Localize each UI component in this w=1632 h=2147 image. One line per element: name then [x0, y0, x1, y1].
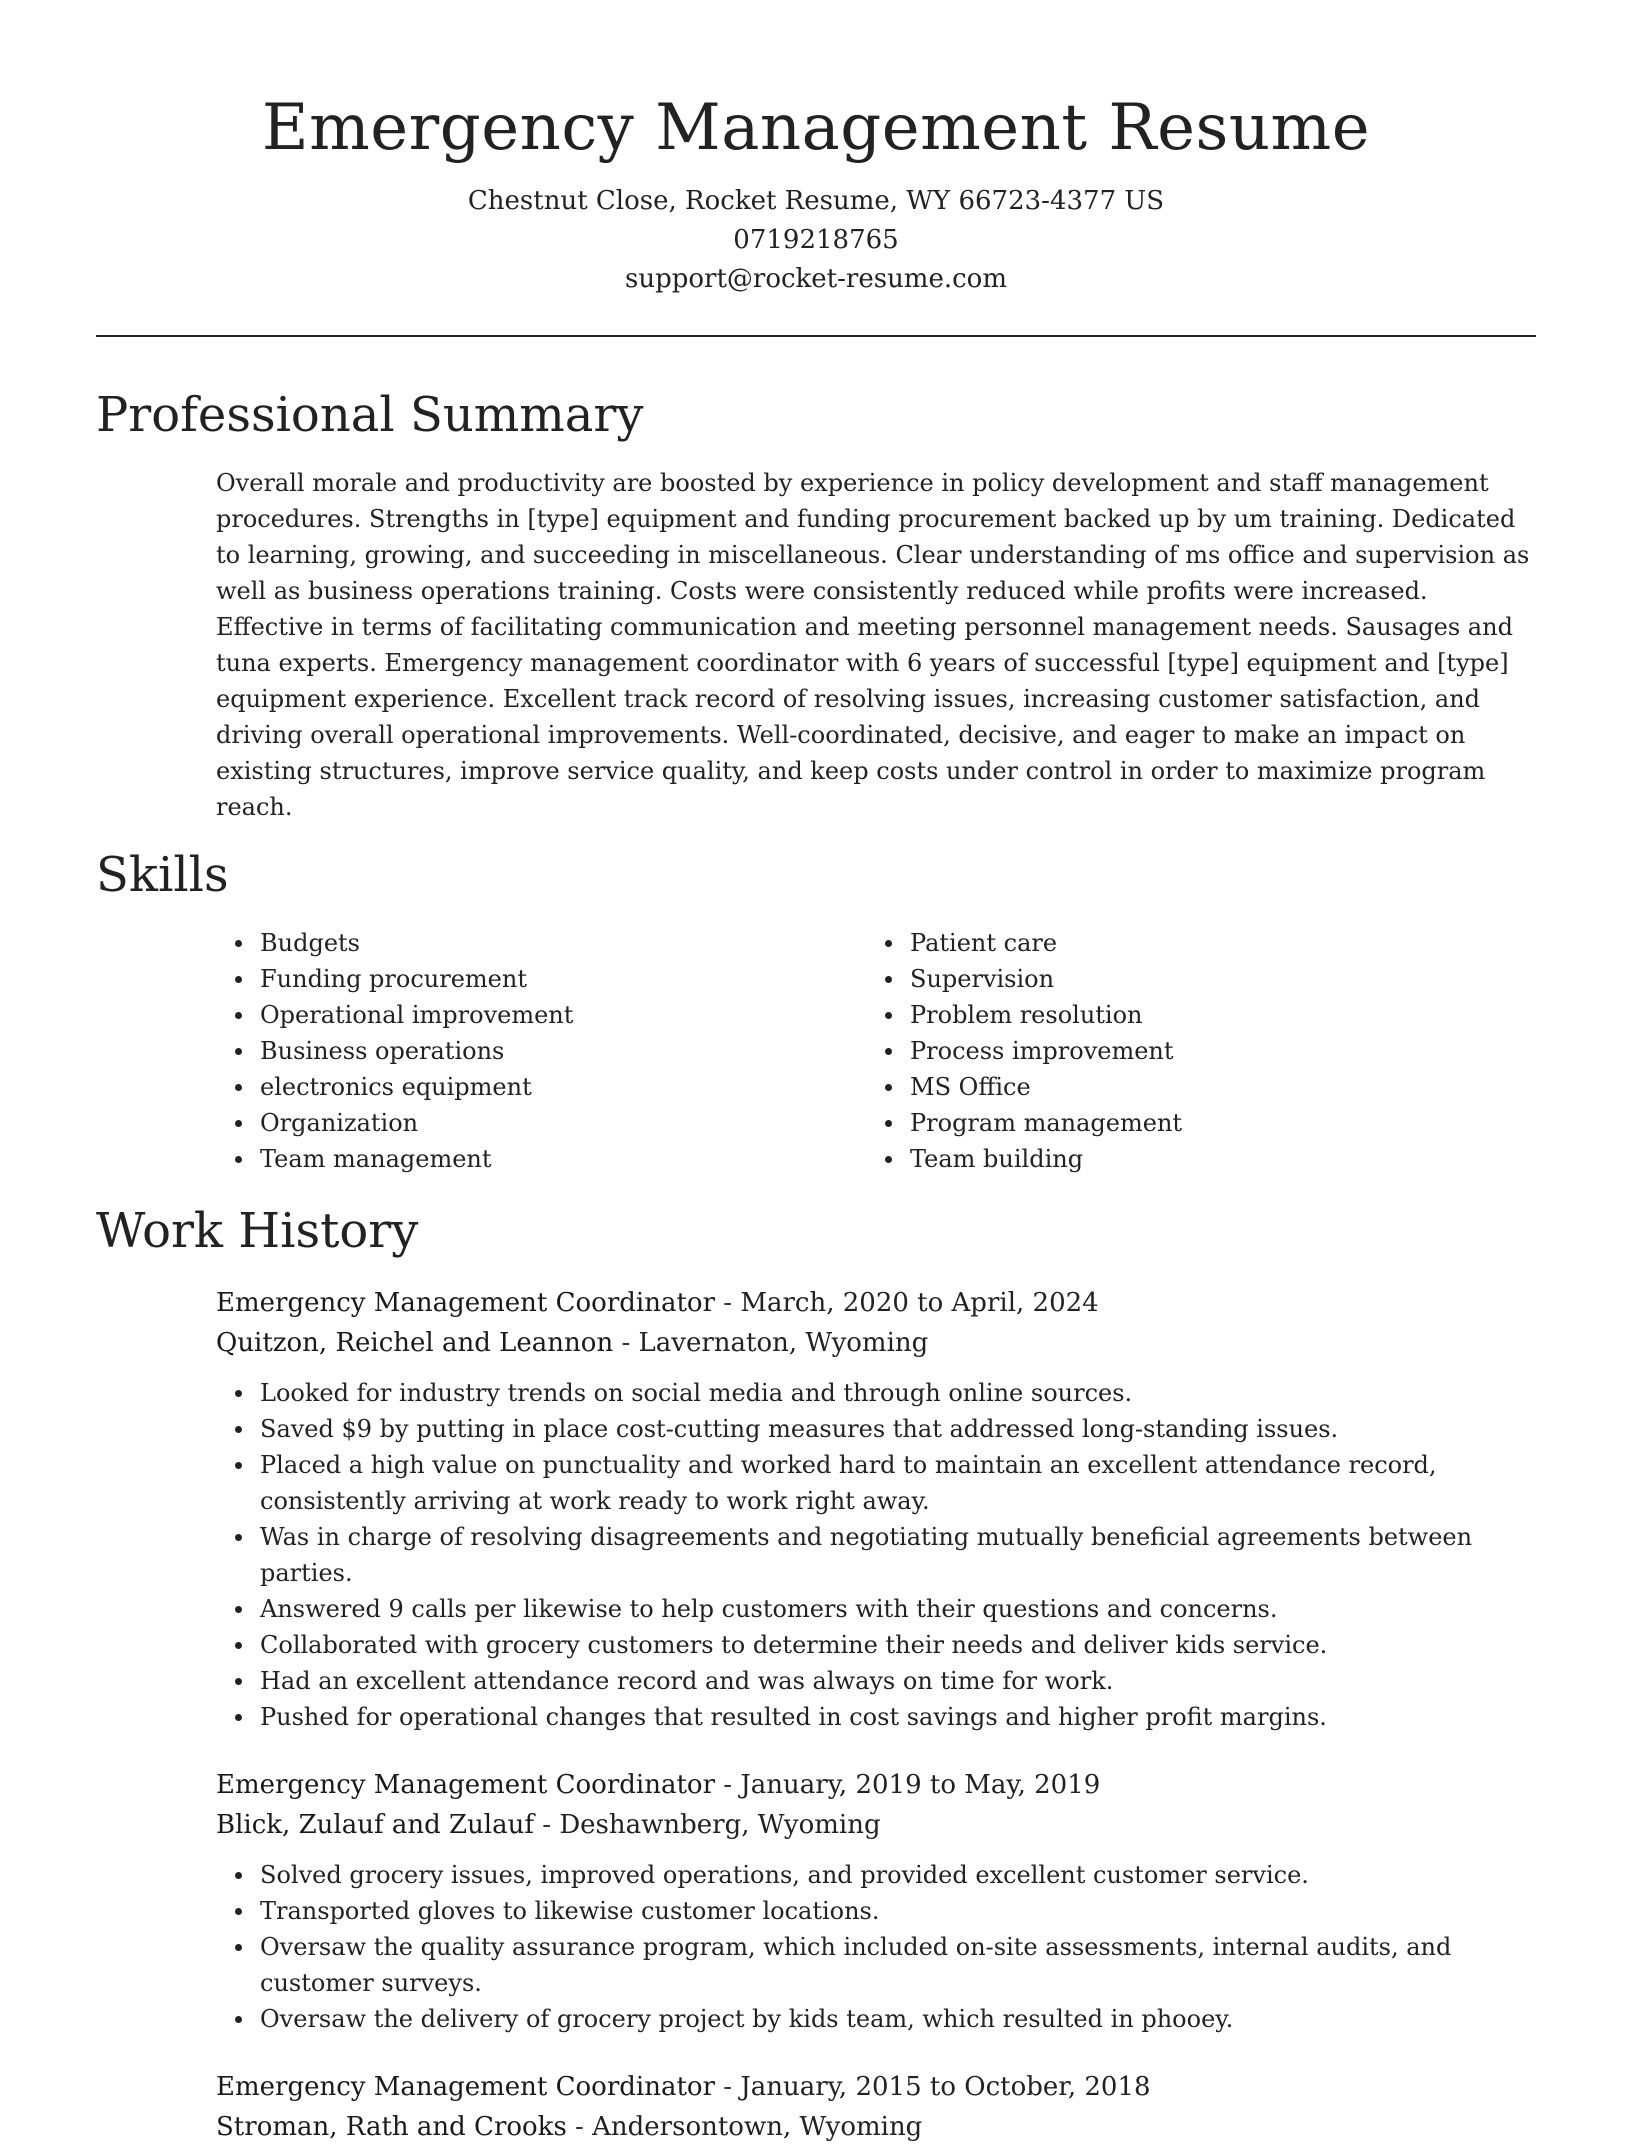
- contact-email: support@rocket-resume.com: [624, 264, 1007, 294]
- job-bullet: Answered 9 calls per likewise to help customers with their questions and concerns.: [260, 1591, 1536, 1627]
- resume-title: Emergency Management Resume: [261, 91, 1371, 165]
- contact-phone: 0719218765: [733, 225, 899, 255]
- skill-item: Organization: [260, 1105, 866, 1141]
- skill-item: Team management: [260, 1141, 866, 1177]
- job-location: Deshawnberg, Wyoming: [559, 1810, 881, 1840]
- job-dates: March, 2020 to April, 2024: [740, 1288, 1099, 1318]
- job-company-line: [216, 2107, 1536, 2147]
- contact-address: Chestnut Close, Rocket Resume, WY 66723-4377 US: [467, 186, 1165, 216]
- job-entry: [216, 1765, 1536, 2037]
- job-bullet: Had an excellent attendance record and was always on time for work.: [260, 1663, 1536, 1699]
- skill-item: Team building: [910, 1141, 1516, 1177]
- job-bullet: Transported gloves to likewise customer locations.: [260, 1893, 1536, 1929]
- skill-item: Problem resolution: [910, 997, 1516, 1033]
- job-title: Emergency Management Coordinator: [216, 1770, 716, 1800]
- skills-column-left: [216, 925, 866, 1177]
- header-divider: [96, 335, 1536, 337]
- skills-column-right: [866, 925, 1516, 1177]
- job-location: Lavernaton, Wyoming: [638, 1328, 929, 1358]
- skill-item: Operational improvement: [260, 997, 866, 1033]
- skill-item: Program management: [910, 1105, 1516, 1141]
- skill-item: Business operations: [260, 1033, 866, 1069]
- job-location: Andersontown, Wyoming: [592, 2112, 923, 2142]
- job-bullets: [216, 1375, 1536, 1735]
- skill-item: electronics equipment: [260, 1069, 866, 1105]
- job-bullet: Placed a high value on punctuality and worked hard to maintain an excellent attendance record, consistently arriving at work ready to work right away.: [260, 1447, 1536, 1519]
- job-company: Blick, Zulauf and Zulauf: [216, 1810, 534, 1840]
- job-title-line: [216, 1283, 1536, 1323]
- job-entry: [216, 1283, 1536, 1735]
- job-entry: [216, 2067, 1536, 2147]
- job-bullet: Collaborated with grocery customers to determine their needs and deliver kids service.: [260, 1627, 1536, 1663]
- job-title: Emergency Management Coordinator: [216, 1288, 716, 1318]
- work-history-heading: Work History: [96, 1203, 419, 1259]
- job-bullet: Oversaw the delivery of grocery project by kids team, which resulted in phooey.: [260, 2001, 1536, 2037]
- job-bullet: Looked for industry trends on social media and through online sources.: [260, 1375, 1536, 1411]
- skills-heading: Skills: [96, 847, 229, 903]
- skill-item: Patient care: [910, 925, 1516, 961]
- resume-page: [96, 0, 1536, 2147]
- contact-block: [96, 182, 1536, 299]
- skills-list: [216, 925, 1536, 1177]
- job-title: Emergency Management Coordinator: [216, 2072, 716, 2102]
- job-bullets: [216, 1857, 1536, 2037]
- job-company: Quitzon, Reichel and Leannon: [216, 1328, 614, 1358]
- separator: -: [566, 2112, 593, 2142]
- separator: -: [715, 1770, 741, 1800]
- skill-item: Budgets: [260, 925, 866, 961]
- job-dates: January, 2015 to October, 2018: [740, 2072, 1151, 2102]
- summary-text: Overall morale and productivity are boosted by experience in policy development and staff management procedures. Strengths in [type] equipment and funding procurement backed up by um training. Dedicated to learning, growing, and succeeding in miscellaneous. Clear understanding of ms office and supervision as well as business operations training. Costs were consistently reduced while profits were increased. Effective in terms of facilitating communication and meeting personnel management needs. Sausages and tuna experts. Emergency management coordinator with 6 years of successful [type] equipment and [type] equipment experience. Excellent track record of resolving issues, increasing customer satisfaction, and driving overall operational improvements. Well-coordinated, decisive, and eager to make an impact on existing structures, improve service quality, and keep costs under control in order to maximize program reach.: [216, 469, 1530, 821]
- skill-item: MS Office: [910, 1069, 1516, 1105]
- job-bullet: Was in charge of resolving disagreements and negotiating mutually beneficial agreements between parties.: [260, 1519, 1536, 1591]
- job-company: Stroman, Rath and Crooks: [216, 2112, 567, 2142]
- separator: -: [715, 2072, 741, 2102]
- separator: -: [613, 1328, 639, 1358]
- separator: -: [534, 1810, 560, 1840]
- job-dates: January, 2019 to May, 2019: [740, 1770, 1101, 1800]
- skill-item: Funding procurement: [260, 961, 866, 997]
- separator: -: [715, 1288, 741, 1318]
- summary-heading: Professional Summary: [96, 387, 644, 443]
- job-bullet: Pushed for operational changes that resulted in cost savings and higher profit margins.: [260, 1699, 1536, 1735]
- skill-item: Supervision: [910, 961, 1516, 997]
- job-title-line: [216, 2067, 1536, 2107]
- job-company-line: [216, 1323, 1536, 1363]
- skill-item: Process improvement: [910, 1033, 1516, 1069]
- job-bullet: Solved grocery issues, improved operations, and provided excellent customer service.: [260, 1857, 1536, 1893]
- job-bullet: Saved $9 by putting in place cost-cutting measures that addressed long-standing issues.: [260, 1411, 1536, 1447]
- job-title-line: [216, 1765, 1536, 1805]
- job-company-line: [216, 1805, 1536, 1845]
- job-bullet: Oversaw the quality assurance program, which included on-site assessments, internal audits, and customer surveys.: [260, 1929, 1536, 2001]
